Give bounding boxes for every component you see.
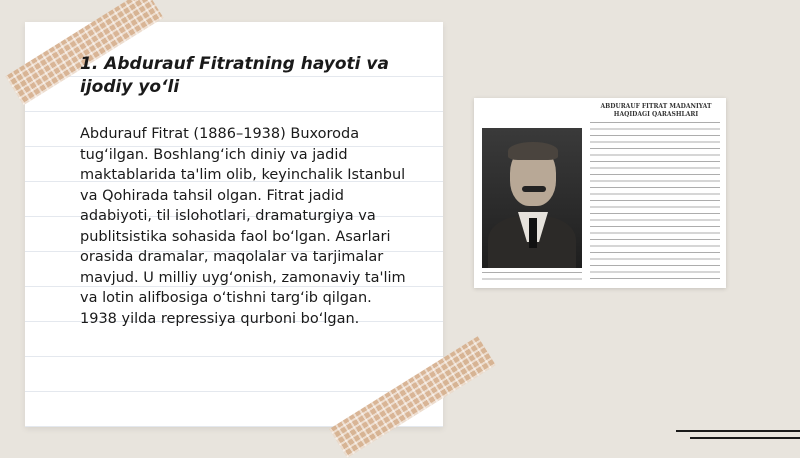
- document-text-lines-bottom: [482, 272, 582, 284]
- decorative-line: [676, 430, 800, 432]
- document-image: [474, 98, 726, 288]
- document-title: ABDURAUF FITRAT MADANIYAT HAQIDAGI QARASHLARI: [600, 103, 712, 118]
- slide-body-text: Abdurauf Fitrat (1886–1938) Buxoroda tug‘ilgan. Boshlang‘ich diniy va jadid maktablarida ta'lim olib, keyinchalik Istanbul va Qohirada tahsil olgan. Fitrat jadid adabiyoti, til islohotlari, dramaturgiya va publitsistika sohasida faol bo‘lgan. Asarlari orasida dramalar, maqolalar va tarjimalar mavjud. U milliy uyg‘onish, zamonaviy ta'lim va lotin alifbosiga o‘tishni targ‘ib qilgan. 1938 yilda repressiya qurboni bo‘lgan.: [80, 126, 406, 327]
- document-text-lines: [590, 122, 720, 284]
- slide-heading: 1. Abdurauf Fitratning hayoti va ijodiy yo‘li: [80, 54, 389, 97]
- portrait-photo: [482, 128, 582, 268]
- decorative-line: [690, 437, 800, 439]
